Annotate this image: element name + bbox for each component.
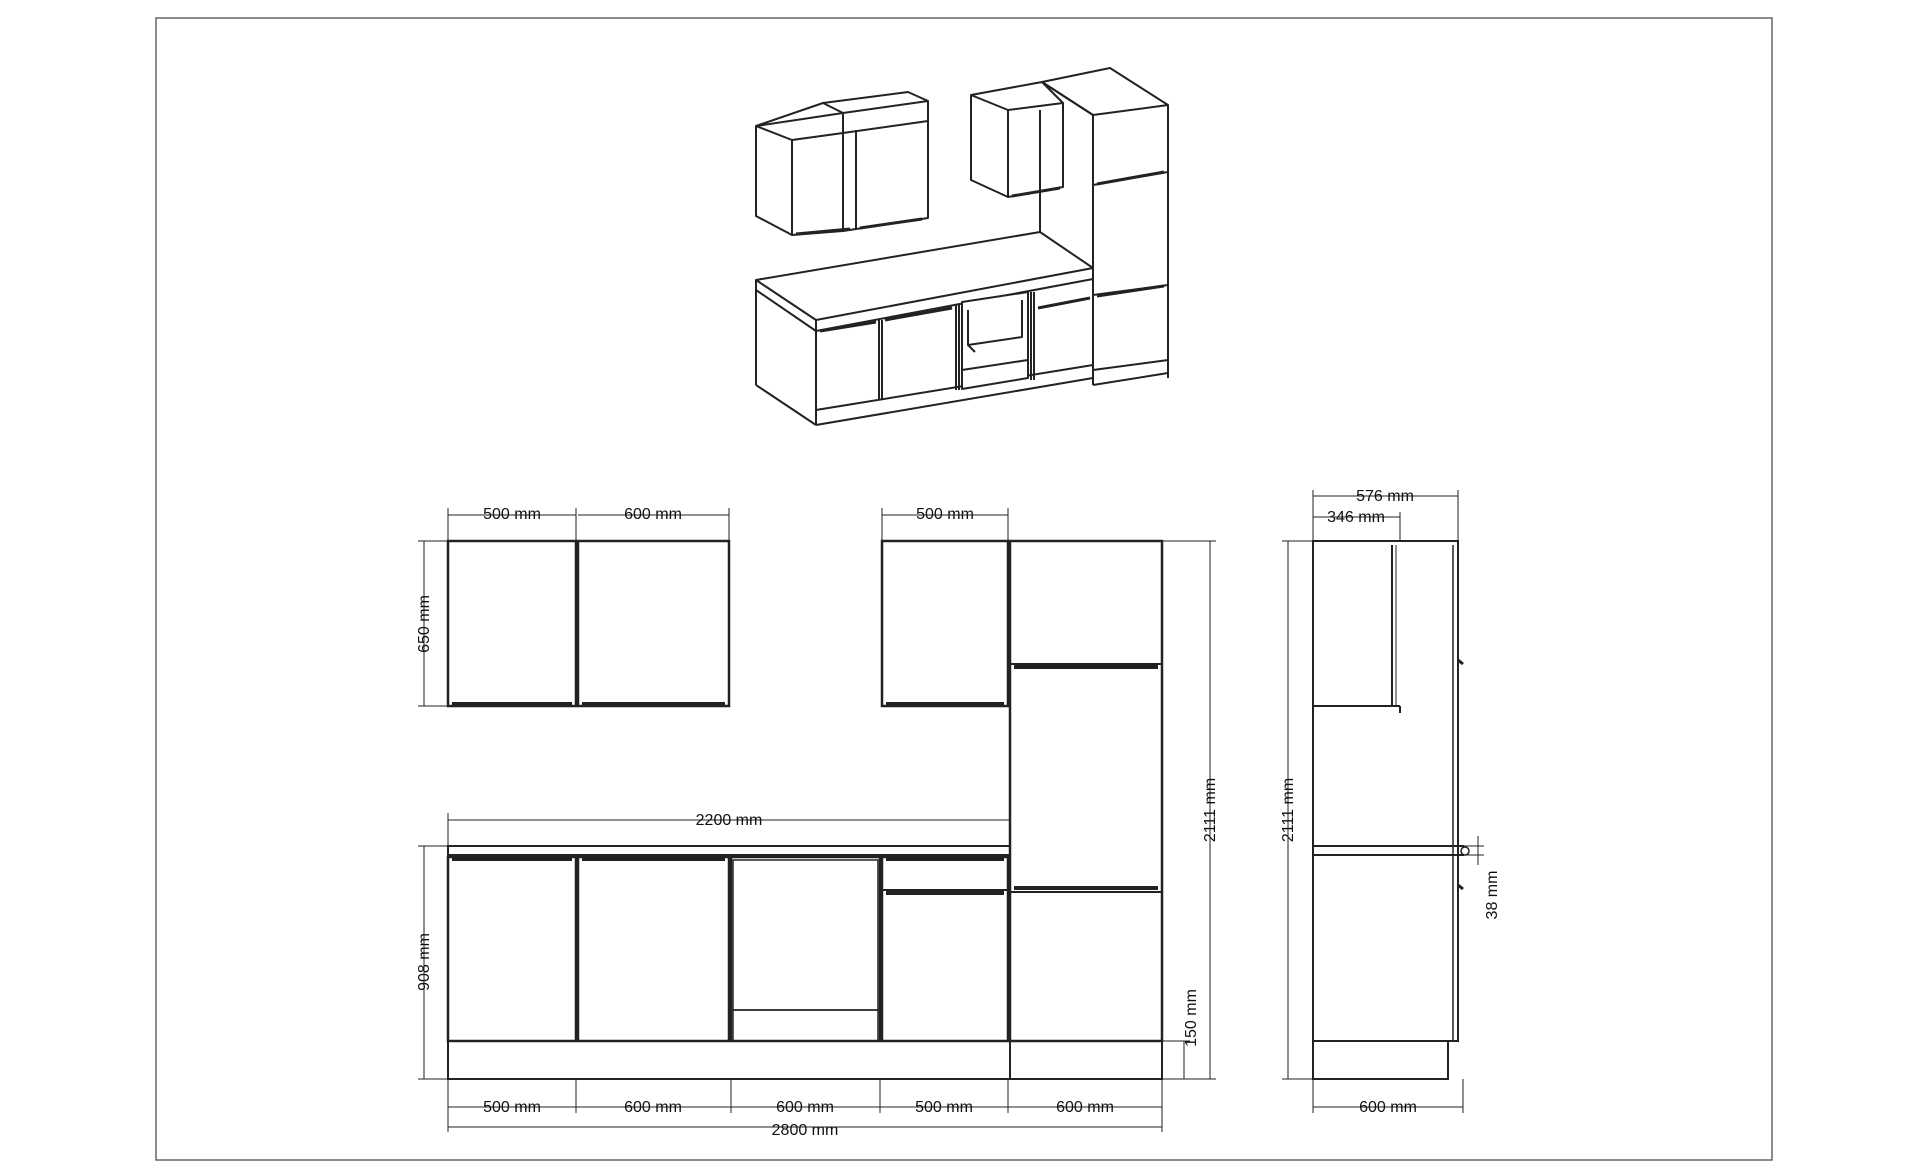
countertop	[448, 846, 1010, 855]
side-tall-cabinet	[1313, 541, 1458, 1041]
upper-cabinet-500-right	[882, 541, 1008, 706]
dim-upper-left-width: 500 mm	[483, 506, 541, 523]
dim-base-3: 600 mm	[776, 1099, 834, 1116]
front-dimension-lines	[418, 508, 1216, 1132]
tall-cabinet	[1010, 541, 1162, 1041]
dim-base-4: 500 mm	[915, 1099, 973, 1116]
front-elevation	[448, 541, 1162, 1079]
dim-plinth-height: 150 mm	[1183, 989, 1200, 1047]
dim-base-1: 500 mm	[483, 1099, 541, 1116]
dim-upper-height: 650 mm	[416, 595, 433, 653]
plinth	[448, 1041, 1010, 1079]
upper-cabinet-500-left	[448, 541, 576, 706]
dim-side-top-thickness: 38 mm	[1484, 870, 1501, 920]
dim-tall-height: 2111 mm	[1202, 777, 1219, 843]
isometric-view	[756, 68, 1168, 425]
dim-upper-right-width: 500 mm	[916, 506, 974, 523]
dim-side-base-depth: 600 mm	[1359, 1099, 1417, 1116]
side-view	[1313, 541, 1469, 1079]
drawing-frame	[156, 18, 1772, 1160]
upper-cabinet-600	[578, 541, 729, 706]
dim-base-5: 600 mm	[1056, 1099, 1114, 1116]
dim-side-upper-depth: 576 mm	[1356, 488, 1414, 505]
dim-upper-mid-width: 600 mm	[624, 506, 682, 523]
dim-side-tall-height: 2111 mm	[1280, 777, 1297, 843]
dim-total-length: 2800 mm	[771, 1122, 839, 1139]
dim-side-wall-depth: 346 mm	[1327, 509, 1385, 526]
dim-base-height: 908 mm	[416, 933, 433, 991]
dim-base-2: 600 mm	[624, 1099, 682, 1116]
dim-countertop-length: 2200 mm	[695, 812, 763, 829]
